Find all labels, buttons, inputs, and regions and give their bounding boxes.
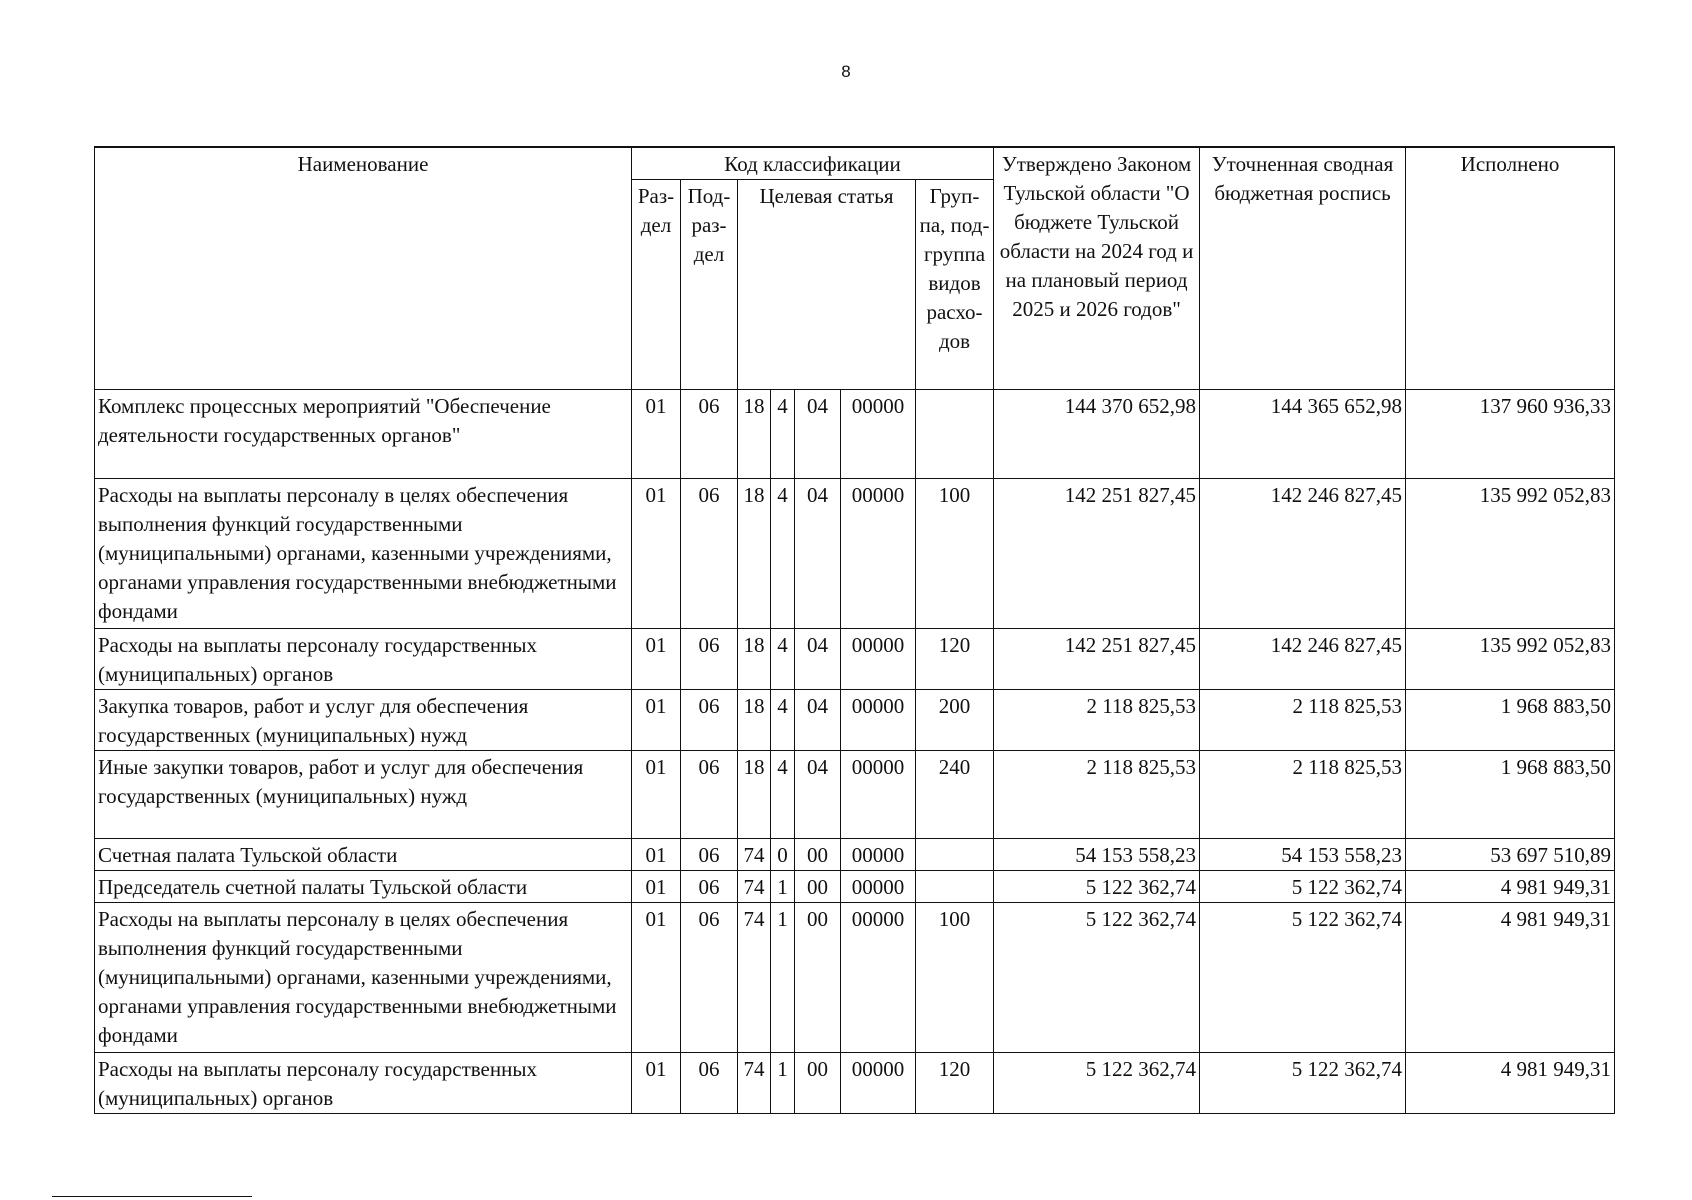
row-refined: 54 153 558,23	[1200, 839, 1406, 871]
table-body	[95, 390, 1615, 1114]
row-razdel: 01	[632, 903, 681, 1053]
row-podrazdel: 06	[681, 690, 738, 751]
row-executed: 1 968 883,50	[1406, 690, 1615, 751]
row-name: Комплекс процессных мероприятий "Обеспечение деятельности государственных органов"	[95, 390, 632, 479]
row-target-subprogram: 00	[795, 871, 841, 903]
row-approved: 54 153 558,23	[994, 839, 1200, 871]
header-target: Целевая статья	[738, 180, 916, 390]
row-name: Расходы на выплаты персоналу в целях обеспечения выполнения функций государственными (муниципальными) органами, казенными учреждениями, органами управления государственными внебюджетными фондами	[95, 479, 632, 629]
row-name: Расходы на выплаты персоналу в целях обеспечения выполнения функций государственными (муниципальными) органами, казенными учреждениями, органами управления государственными внебюджетными фондами	[95, 903, 632, 1053]
row-target-subprogram: 04	[795, 751, 841, 839]
row-executed: 137 960 936,33	[1406, 390, 1615, 479]
row-target-type: 4	[771, 751, 795, 839]
row-target-program: 18	[738, 629, 771, 690]
row-refined: 142 246 827,45	[1200, 479, 1406, 629]
row-target-program: 18	[738, 690, 771, 751]
row-target-type: 4	[771, 690, 795, 751]
row-target-direction: 00000	[841, 839, 916, 871]
row-podrazdel: 06	[681, 629, 738, 690]
row-target-direction: 00000	[841, 1053, 916, 1114]
table-row	[95, 751, 1615, 839]
row-razdel: 01	[632, 629, 681, 690]
row-refined: 2 118 825,53	[1200, 690, 1406, 751]
row-target-type: 4	[771, 390, 795, 479]
row-target-direction: 00000	[841, 871, 916, 903]
row-group: 100	[916, 903, 994, 1053]
row-target-type: 0	[771, 839, 795, 871]
row-podrazdel: 06	[681, 871, 738, 903]
row-approved: 142 251 827,45	[994, 479, 1200, 629]
row-group: 200	[916, 690, 994, 751]
row-approved: 142 251 827,45	[994, 629, 1200, 690]
row-group	[916, 390, 994, 479]
row-razdel: 01	[632, 871, 681, 903]
row-target-type: 4	[771, 479, 795, 629]
row-approved: 144 370 652,98	[994, 390, 1200, 479]
row-name: Расходы на выплаты персоналу государственных (муниципальных) органов	[95, 1053, 632, 1114]
row-target-direction: 00000	[841, 903, 916, 1053]
row-group: 120	[916, 629, 994, 690]
row-executed: 4 981 949,31	[1406, 871, 1615, 903]
row-target-subprogram: 00	[795, 903, 841, 1053]
table-header	[95, 147, 1615, 390]
row-name: Счетная палата Тульской области	[95, 839, 632, 871]
budget-table	[94, 146, 1615, 1114]
row-target-type: 1	[771, 1053, 795, 1114]
row-target-direction: 00000	[841, 751, 916, 839]
row-executed: 4 981 949,31	[1406, 903, 1615, 1053]
row-target-program: 74	[738, 839, 771, 871]
row-name: Иные закупки товаров, работ и услуг для обеспечения государственных (муниципальных) нужд	[95, 751, 632, 839]
row-approved: 5 122 362,74	[994, 871, 1200, 903]
row-target-direction: 00000	[841, 390, 916, 479]
row-target-subprogram: 04	[795, 690, 841, 751]
table-row	[95, 903, 1615, 1053]
row-target-direction: 00000	[841, 629, 916, 690]
header-podrazdel: Под-раз-дел	[681, 180, 738, 390]
row-name: Расходы на выплаты персоналу государственных (муниципальных) органов	[95, 629, 632, 690]
row-refined: 5 122 362,74	[1200, 1053, 1406, 1114]
row-podrazdel: 06	[681, 751, 738, 839]
footnote-rule	[52, 1196, 252, 1197]
row-podrazdel: 06	[681, 903, 738, 1053]
row-executed: 53 697 510,89	[1406, 839, 1615, 871]
row-target-type: 4	[771, 629, 795, 690]
row-approved: 5 122 362,74	[994, 1053, 1200, 1114]
row-refined: 5 122 362,74	[1200, 903, 1406, 1053]
page-number: 8	[841, 62, 851, 81]
row-approved: 2 118 825,53	[994, 690, 1200, 751]
row-target-direction: 00000	[841, 690, 916, 751]
row-group: 100	[916, 479, 994, 629]
row-razdel: 01	[632, 839, 681, 871]
row-approved: 5 122 362,74	[994, 903, 1200, 1053]
row-target-program: 18	[738, 390, 771, 479]
header-executed: Исполнено	[1406, 147, 1615, 390]
table-row	[95, 871, 1615, 903]
row-refined: 142 246 827,45	[1200, 629, 1406, 690]
row-razdel: 01	[632, 690, 681, 751]
row-target-subprogram: 04	[795, 390, 841, 479]
row-approved: 2 118 825,53	[994, 751, 1200, 839]
row-razdel: 01	[632, 1053, 681, 1114]
header-approved: Утверждено Законом Тульской области "О бюджете Тульской области на 2024 год и на плановый период 2025 и 2026 годов"	[994, 147, 1200, 390]
row-refined: 144 365 652,98	[1200, 390, 1406, 479]
row-podrazdel: 06	[681, 839, 738, 871]
row-podrazdel: 06	[681, 1053, 738, 1114]
row-group	[916, 871, 994, 903]
table-row	[95, 390, 1615, 479]
row-target-type: 1	[771, 871, 795, 903]
row-podrazdel: 06	[681, 390, 738, 479]
table-row	[95, 1053, 1615, 1114]
row-target-type: 1	[771, 903, 795, 1053]
row-target-subprogram: 04	[795, 629, 841, 690]
row-refined: 2 118 825,53	[1200, 751, 1406, 839]
row-razdel: 01	[632, 479, 681, 629]
table-row	[95, 629, 1615, 690]
row-refined: 5 122 362,74	[1200, 871, 1406, 903]
header-group: Груп-па, под-группа видов расхо-дов	[916, 180, 994, 390]
row-group: 240	[916, 751, 994, 839]
row-razdel: 01	[632, 751, 681, 839]
row-target-program: 74	[738, 903, 771, 1053]
table-row	[95, 839, 1615, 871]
table-row	[95, 479, 1615, 629]
row-name: Закупка товаров, работ и услуг для обеспечения государственных (муниципальных) нужд	[95, 690, 632, 751]
row-target-program: 74	[738, 1053, 771, 1114]
row-executed: 4 981 949,31	[1406, 1053, 1615, 1114]
row-target-program: 18	[738, 479, 771, 629]
row-target-subprogram: 00	[795, 839, 841, 871]
row-executed: 135 992 052,83	[1406, 479, 1615, 629]
row-target-program: 18	[738, 751, 771, 839]
row-target-program: 74	[738, 871, 771, 903]
header-code: Код классификации	[632, 147, 994, 180]
row-group: 120	[916, 1053, 994, 1114]
header-refined: Уточненная сводная бюджетная роспись	[1200, 147, 1406, 390]
table-row	[95, 690, 1615, 751]
row-podrazdel: 06	[681, 479, 738, 629]
header-name: Наименование	[95, 147, 632, 390]
header-razdel: Раз-дел	[632, 180, 681, 390]
row-target-subprogram: 00	[795, 1053, 841, 1114]
row-executed: 135 992 052,83	[1406, 629, 1615, 690]
row-razdel: 01	[632, 390, 681, 479]
row-group	[916, 839, 994, 871]
row-executed: 1 968 883,50	[1406, 751, 1615, 839]
row-name: Председатель счетной палаты Тульской области	[95, 871, 632, 903]
row-target-direction: 00000	[841, 479, 916, 629]
row-target-subprogram: 04	[795, 479, 841, 629]
